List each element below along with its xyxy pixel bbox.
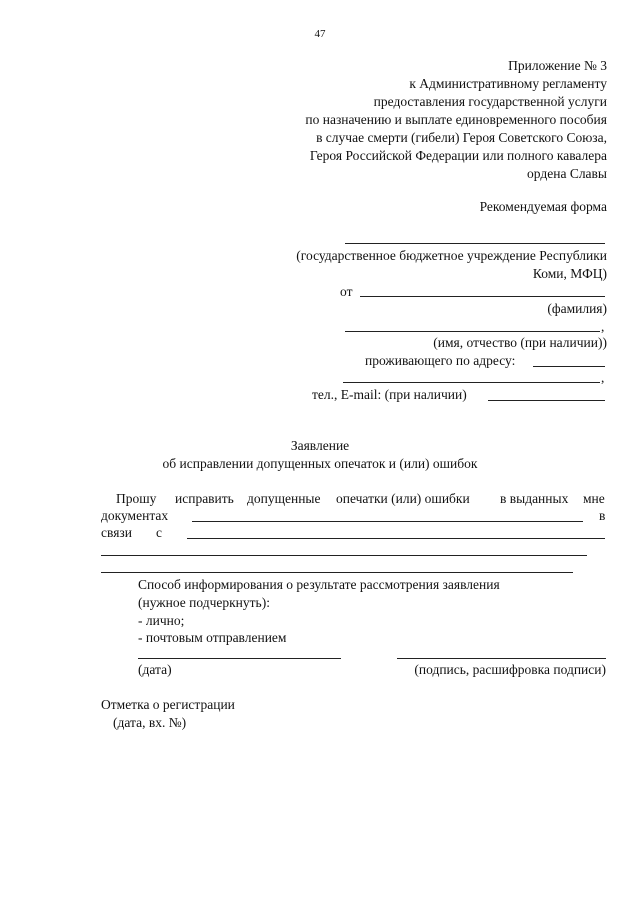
document-subtitle: об исправлении допущенных опечаток и (или) ошибок [162,456,478,471]
request-word: Прошу [116,491,157,506]
signature-line[interactable] [397,658,606,659]
reason-line-3[interactable] [101,572,573,573]
reason-preposition: с [156,525,162,540]
institution-caption-cont: Коми, МФЦ) [532,266,607,281]
date-line[interactable] [138,658,341,659]
request-word: в выданных [500,491,569,506]
appendix-line: по назначению и выплате единовременного пособия [305,112,607,127]
documents-label: документах [101,508,169,523]
appendix-line: в случае смерти (гибели) Героя Советского Союза, [316,130,607,145]
notification-option-personal[interactable]: - лично; [138,613,185,628]
surname-line[interactable] [360,296,605,297]
address-line[interactable] [533,366,605,367]
request-word: опечатки (или) ошибки [336,491,470,506]
documents-line[interactable] [192,521,583,522]
signature-caption: (подпись, расшифровка подписи) [414,662,606,677]
institution-caption: (государственное бюджетное учреждение Республики [296,248,607,263]
name-line[interactable] [345,331,600,332]
reason-label: связи [101,525,132,540]
appendix-line: ордена Славы [527,166,607,181]
request-word: допущенные [247,491,321,506]
notification-instruction: (нужное подчеркнуть): [138,595,270,610]
address-label: проживающего по адресу: [365,353,516,368]
contacts-line[interactable] [488,400,605,401]
reason-line-2[interactable] [101,555,587,556]
from-label: от [340,284,353,299]
name-caption: (имя, отчество (при наличии)) [433,335,607,350]
registration-details: (дата, вх. №) [113,715,187,730]
appendix-line: Приложение № 3 [508,58,607,73]
reason-line[interactable] [187,538,605,539]
registration-label: Отметка о регистрации [101,697,235,712]
recommended-form-label: Рекомендуемая форма [479,199,607,214]
comma: , [601,370,605,385]
appendix-line: предоставления государственной услуги [373,94,607,109]
page-number: 47 [314,28,326,40]
comma: , [601,319,605,334]
appendix-line: Героя Российской Федерации или полного кавалера [309,148,607,163]
appendix-line: к Административному регламенту [409,76,607,91]
notification-heading: Способ информирования о результате рассмотрения заявления [138,577,500,592]
documents-suffix: в [599,508,606,523]
contacts-label: тел., E-mail: (при наличии) [312,387,467,402]
request-word: мне [583,491,605,506]
document-title: Заявление [290,438,350,453]
address-line-2[interactable] [343,382,600,383]
institution-line[interactable] [345,243,605,244]
notification-option-mail[interactable]: - почтовым отправлением [138,630,287,645]
date-caption: (дата) [138,662,172,677]
surname-caption: (фамилия) [547,301,607,316]
request-word: исправить [175,491,234,506]
